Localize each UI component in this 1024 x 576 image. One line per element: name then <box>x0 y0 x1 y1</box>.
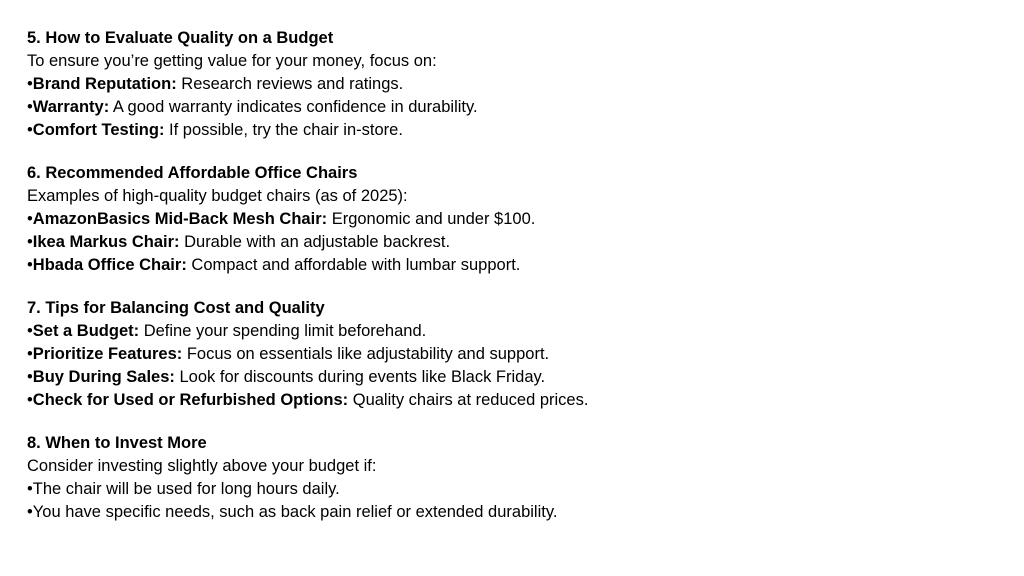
section-heading: 8. When to Invest More <box>27 434 207 452</box>
bullet-term: Buy During Sales: <box>32 368 175 386</box>
bullet-item <box>27 208 1007 231</box>
bullet-term: Check for Used or Refurbished Options: <box>32 391 349 409</box>
bullet-item <box>27 366 1007 389</box>
bullet-term: Hbada Office Chair: <box>32 256 187 274</box>
bullet-text: A good warranty indicates confidence in durability. <box>109 98 478 116</box>
section-heading: 6. Recommended Affordable Office Chairs <box>27 164 358 182</box>
bullet-glyph: • <box>27 322 33 340</box>
bullet-term: Warranty: <box>32 98 110 116</box>
bullet-glyph: • <box>27 121 33 139</box>
bullet-text: Durable with an adjustable backrest. <box>179 233 451 251</box>
bullet-glyph: • <box>27 480 33 498</box>
bullet-text: Define your spending limit beforehand. <box>139 322 427 340</box>
section-evaluate-quality <box>27 27 1007 142</box>
bullet-text: Quality chairs at reduced prices. <box>348 391 589 409</box>
section-intro: Consider investing slightly above your budget if: <box>27 457 377 475</box>
bullet-item <box>27 501 1007 524</box>
bullet-term: Brand Reputation: <box>32 75 177 93</box>
section-invest-more <box>27 432 1007 524</box>
bullet-term: AmazonBasics Mid-Back Mesh Chair: <box>32 210 328 228</box>
bullet-text: Research reviews and ratings. <box>176 75 404 93</box>
bullet-item <box>27 73 1007 96</box>
bullet-glyph: • <box>27 345 33 363</box>
bullet-glyph: • <box>27 503 33 521</box>
bullet-text: Ergonomic and under $100. <box>327 210 536 228</box>
bullet-glyph: • <box>27 256 33 274</box>
document-body <box>27 27 1007 544</box>
section-balancing-tips <box>27 297 1007 412</box>
section-intro: To ensure you’re getting value for your money, focus on: <box>27 52 437 70</box>
bullet-glyph: • <box>27 368 33 386</box>
section-heading: 5. How to Evaluate Quality on a Budget <box>27 29 334 47</box>
bullet-text: You have specific needs, such as back pain relief or extended durability. <box>32 503 558 521</box>
bullet-term: Ikea Markus Chair: <box>32 233 180 251</box>
bullet-item <box>27 343 1007 366</box>
section-intro: Examples of high-quality budget chairs (as of 2025): <box>27 187 408 205</box>
bullet-text: If possible, try the chair in-store. <box>164 121 403 139</box>
bullet-glyph: • <box>27 210 33 228</box>
bullet-item <box>27 119 1007 142</box>
bullet-glyph: • <box>27 98 33 116</box>
bullet-term: Prioritize Features: <box>32 345 183 363</box>
bullet-text: The chair will be used for long hours daily. <box>32 480 340 498</box>
bullet-glyph: • <box>27 75 33 93</box>
bullet-text: Focus on essentials like adjustability and support. <box>182 345 550 363</box>
bullet-item <box>27 478 1007 501</box>
section-heading: 7. Tips for Balancing Cost and Quality <box>27 299 325 317</box>
bullet-glyph: • <box>27 233 33 251</box>
bullet-item <box>27 254 1007 277</box>
bullet-term: Set a Budget: <box>32 322 140 340</box>
bullet-item <box>27 320 1007 343</box>
bullet-text: Look for discounts during events like Black Friday. <box>174 368 546 386</box>
bullet-text: Compact and affordable with lumbar support. <box>186 256 521 274</box>
bullet-item <box>27 96 1007 119</box>
bullet-term: Comfort Testing: <box>32 121 165 139</box>
bullet-item <box>27 231 1007 254</box>
section-recommended-chairs <box>27 162 1007 277</box>
bullet-item <box>27 389 1007 412</box>
bullet-glyph: • <box>27 391 33 409</box>
